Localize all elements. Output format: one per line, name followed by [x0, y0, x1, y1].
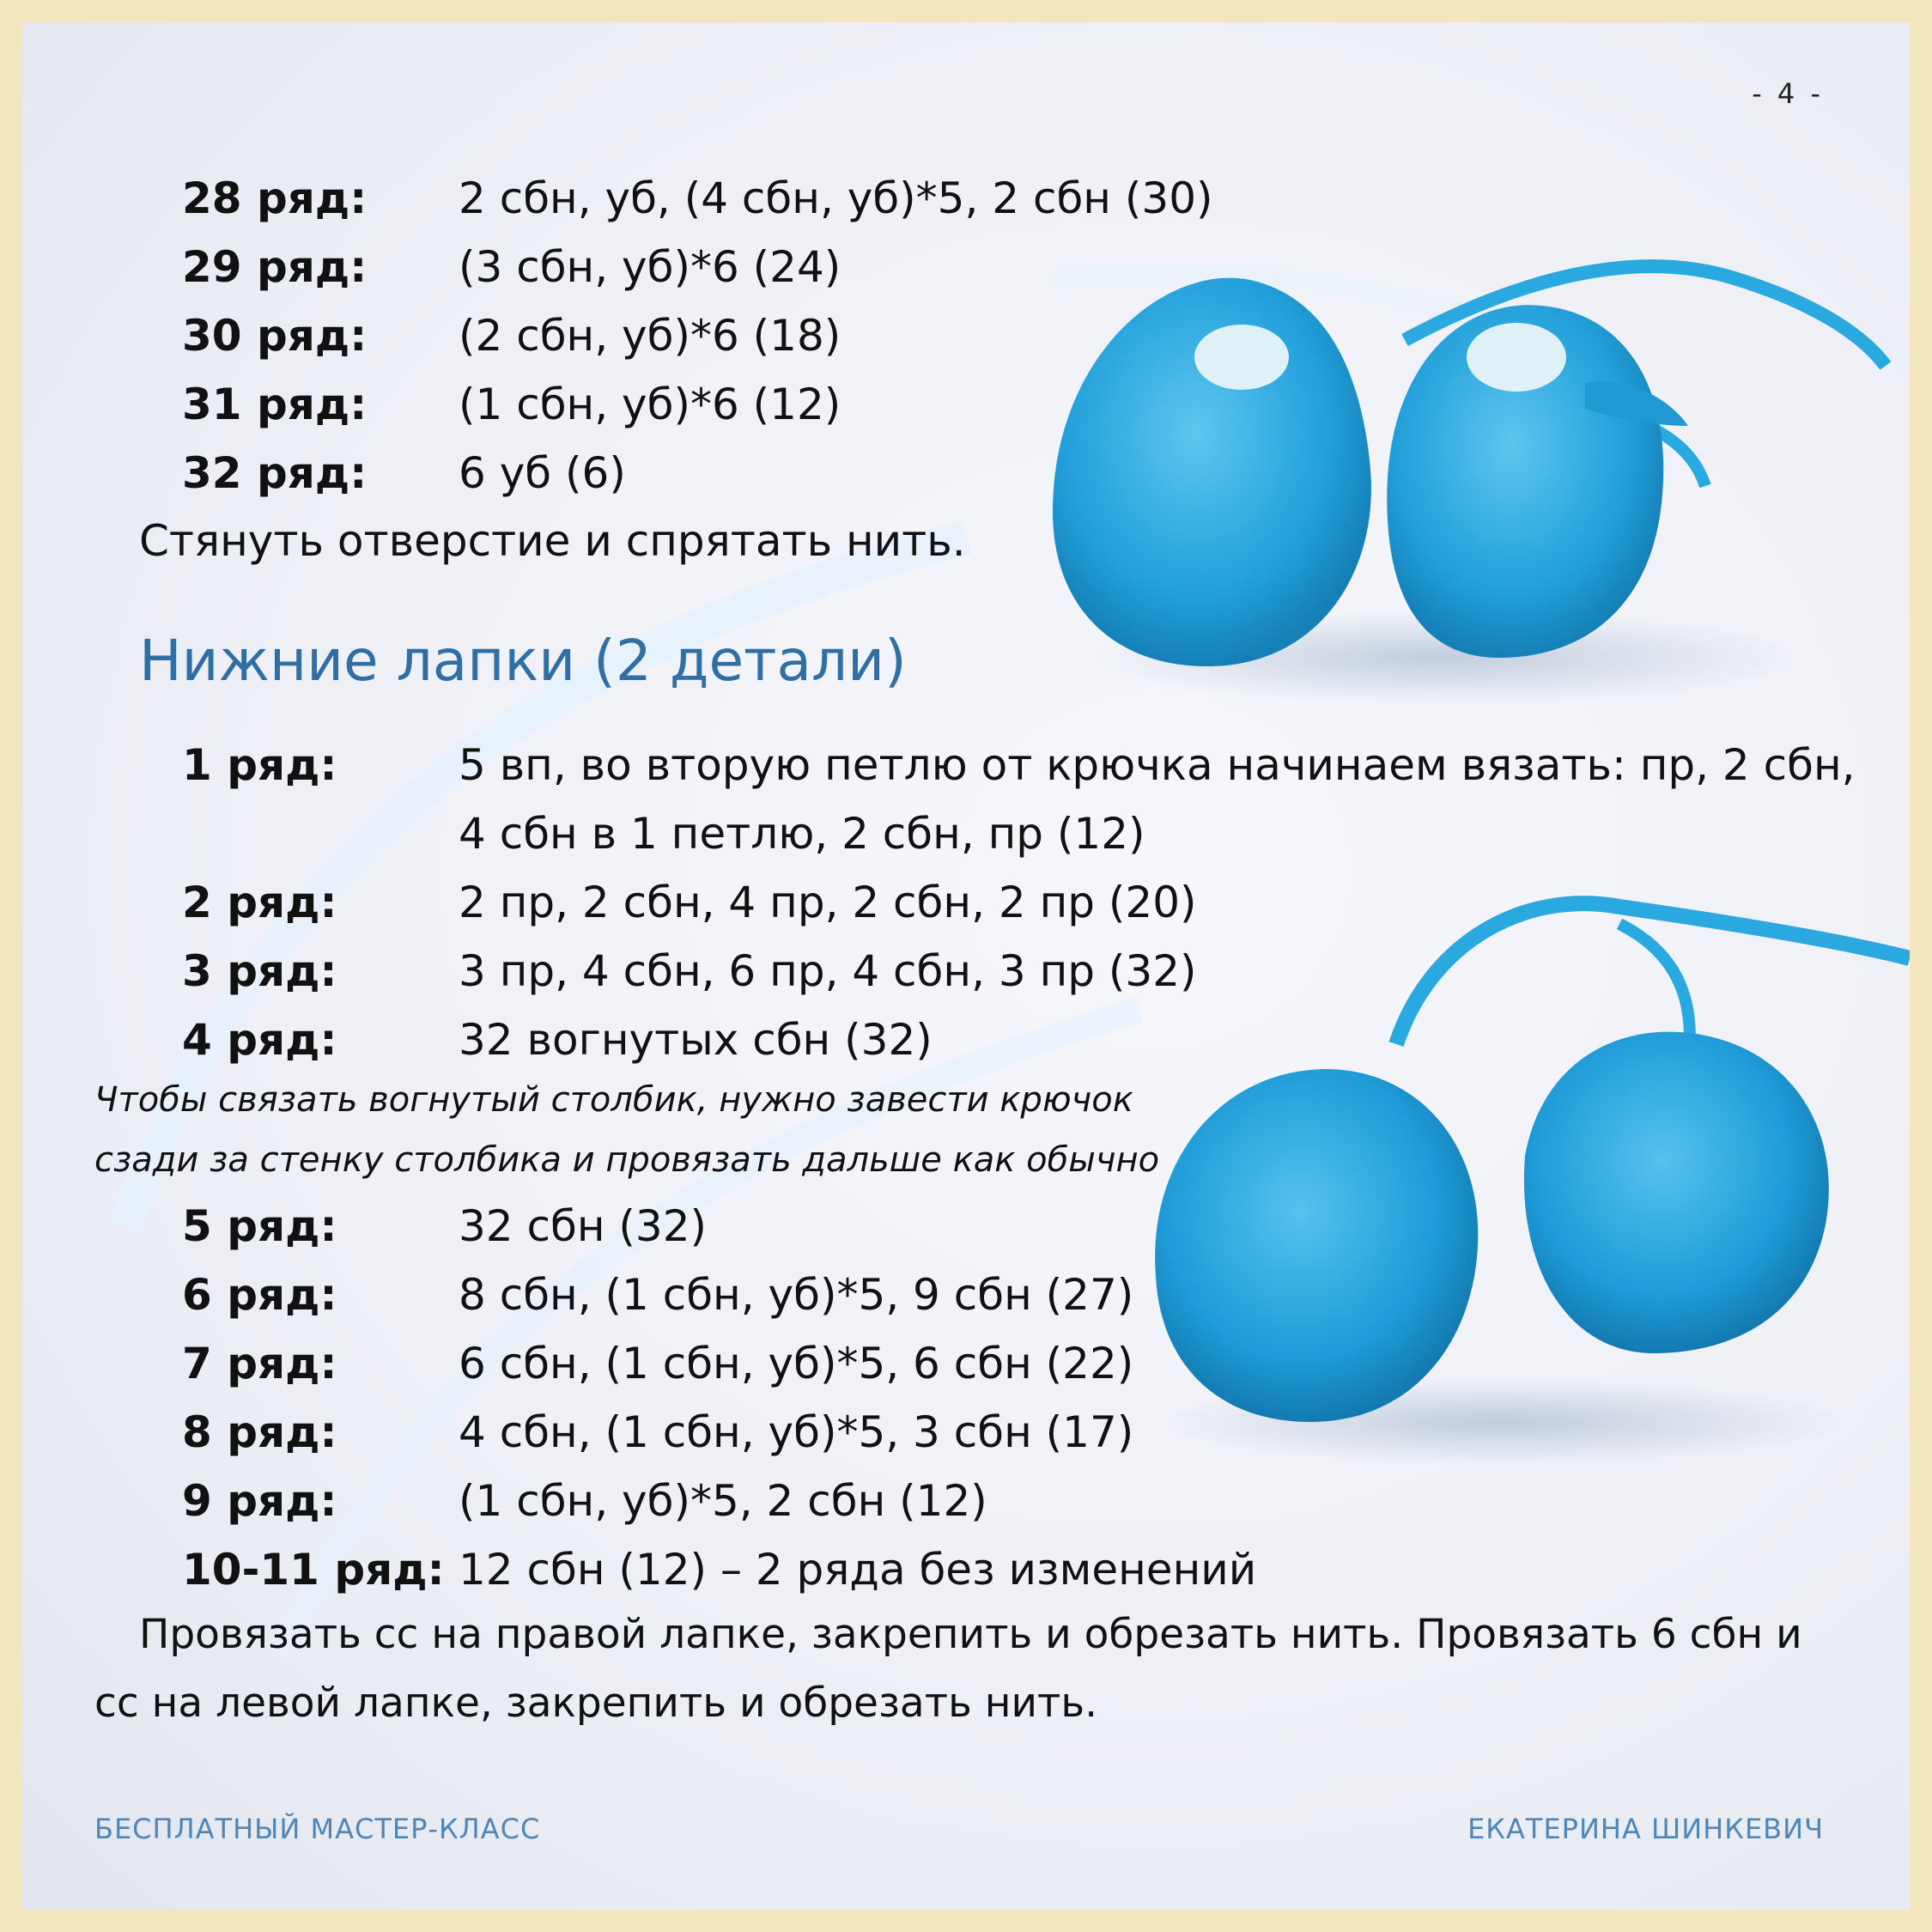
final-line-1: Провязать сс на правой лапке, закрепить и обрезать нить. Провязать 6 сбн и — [139, 1611, 1802, 1658]
row-text: 4 сбн, (1 сбн, уб)*5, 3 сбн (17) — [459, 1407, 1134, 1457]
footer-left: БЕСПЛАТНЫЙ МАСТЕР-КЛАСС — [94, 1813, 541, 1845]
row-label: 5 ряд: — [182, 1201, 337, 1251]
row-label: 8 ряд: — [182, 1407, 337, 1457]
row-label: 1 ряд: — [182, 740, 337, 790]
row-text: (2 сбн, уб)*6 (18) — [459, 311, 841, 361]
row-text: 5 вп, во вторую петлю от крючка начинаем вязать: пр, 2 сбн, — [459, 740, 1856, 790]
row-label: 7 ряд: — [182, 1339, 337, 1388]
row-label: 32 ряд: — [182, 448, 368, 498]
note-close-hole: Стянуть отверстие и спрятать нить. — [139, 516, 966, 566]
row-text: 2 пр, 2 сбн, 4 пр, 2 сбн, 2 пр (20) — [459, 878, 1197, 927]
row-text: (3 сбн, уб)*6 (24) — [459, 242, 841, 292]
row-label: 30 ряд: — [182, 311, 368, 361]
row-label: 3 ряд: — [182, 946, 337, 996]
tip-line-1: Чтобы связать вогнутый столбик, нужно завести крючок — [94, 1080, 1133, 1120]
row-label: 9 ряд: — [182, 1476, 337, 1526]
page-number: - 4 - — [1752, 77, 1824, 110]
row-text: 2 сбн, уб, (4 сбн, уб)*5, 2 сбн (30) — [459, 173, 1213, 223]
row-text: 4 сбн в 1 петлю, 2 сбн, пр (12) — [459, 809, 1145, 859]
tip-line-2: сзади за стенку столбика и провязать дальше как обычно — [94, 1140, 1160, 1180]
booties-photo-bottom — [1139, 872, 1910, 1473]
row-label: 2 ряд: — [182, 878, 337, 927]
row-label: 31 ряд: — [182, 380, 368, 429]
row-text: 32 сбн (32) — [459, 1201, 708, 1251]
row-text: (1 сбн, уб)*6 (12) — [459, 380, 841, 429]
document-page — [22, 22, 1910, 1910]
row-label: 6 ряд: — [182, 1270, 337, 1320]
row-text: (1 сбн, уб)*5, 2 сбн (12) — [459, 1476, 987, 1526]
row-text: 8 сбн, (1 сбн, уб)*5, 9 сбн (27) — [459, 1270, 1134, 1320]
final-line-2: сс на левой лапке, закрепить и обрезать нить. — [94, 1680, 1098, 1727]
row-text: 32 вогнутых сбн (32) — [459, 1015, 933, 1065]
row-label: 10-11 ряд: — [182, 1545, 445, 1595]
row-text: 12 сбн (12) – 2 ряда без изменений — [459, 1545, 1257, 1595]
footer-right: ЕКАТЕРИНА ШИНКЕВИЧ — [1467, 1813, 1824, 1845]
row-text: 6 сбн, (1 сбн, уб)*5, 6 сбн (22) — [459, 1339, 1134, 1388]
row-label: 28 ряд: — [182, 173, 368, 223]
section-heading: Нижние лапки (2 детали) — [139, 628, 907, 694]
booties-photo-top — [1036, 228, 1894, 709]
row-text: 6 уб (6) — [459, 448, 626, 498]
row-label: 29 ряд: — [182, 242, 368, 292]
row-label: 4 ряд: — [182, 1015, 337, 1065]
row-text: 3 пр, 4 сбн, 6 пр, 4 сбн, 3 пр (32) — [459, 946, 1197, 996]
